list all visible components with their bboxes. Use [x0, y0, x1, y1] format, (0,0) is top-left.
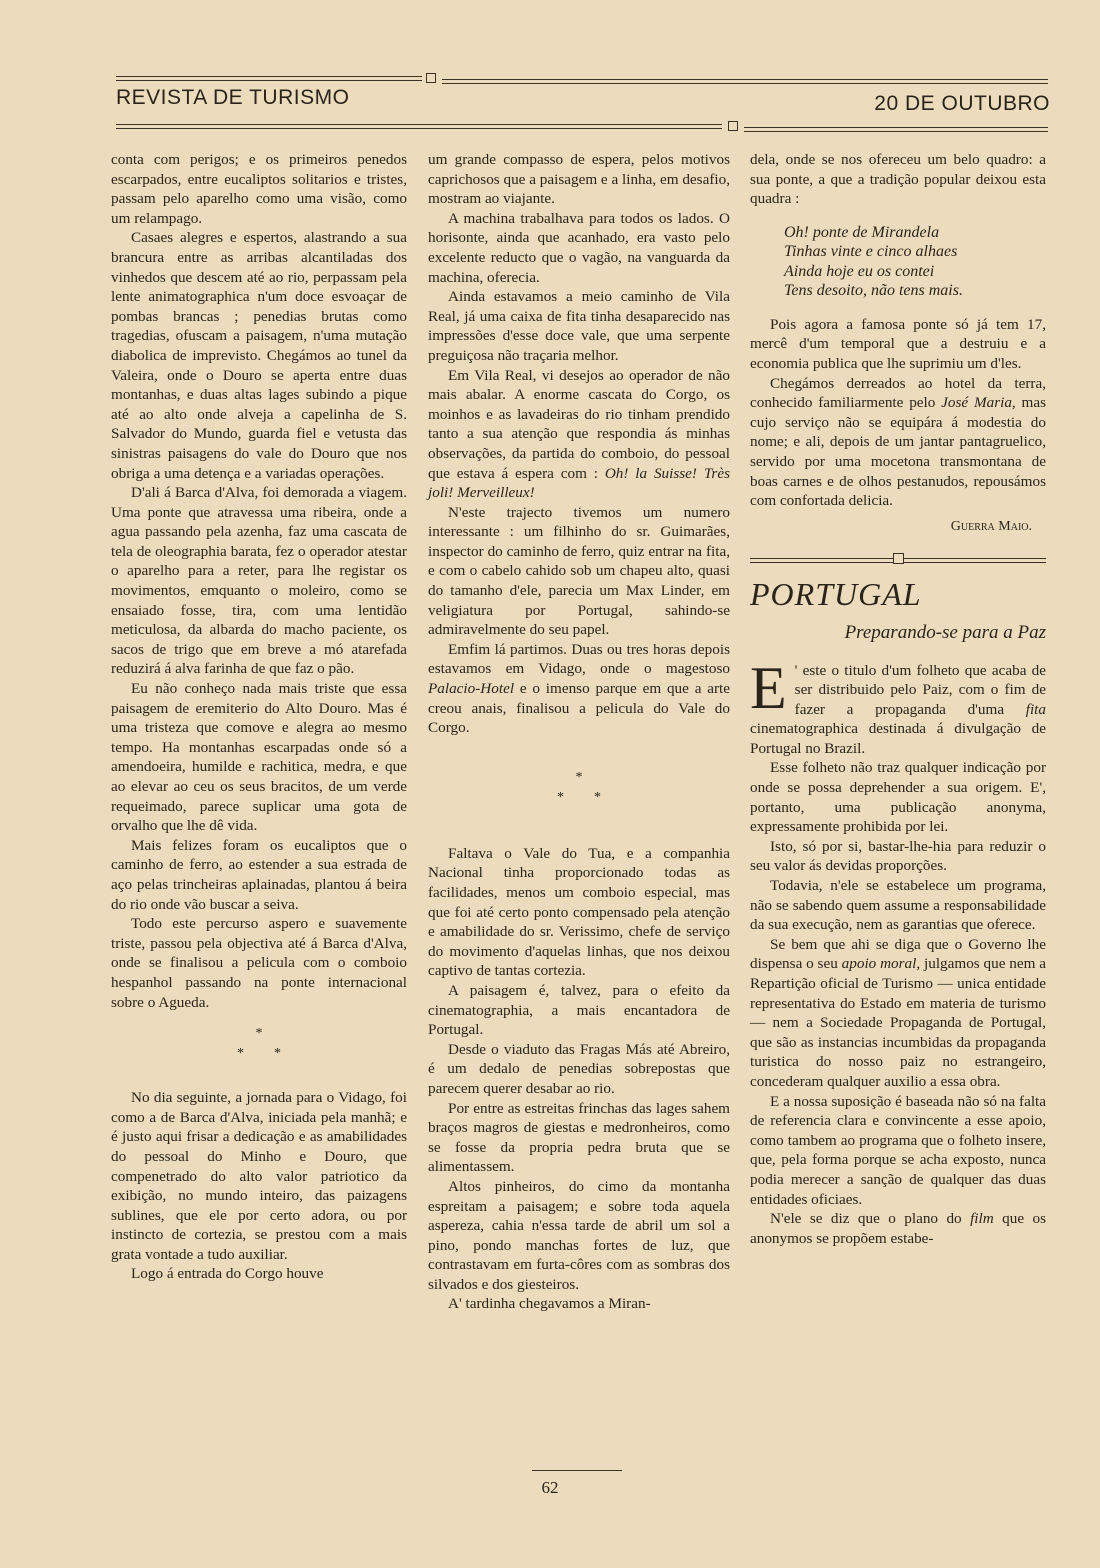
- paragraph: Eu não conheço nada mais triste que essa paisagem de eremiterio do Alto Douro. Mas é uma tristeza que comove e alegra ao mesmo tempo. Ha montanhas escarpadas onde só a amendoeira, humilde e rachitica, medra, e que ao elevar ao ceu os seus bracitos, de um verde requeimado, parece suplicar uma gota de orvalho que lhe dê vida.: [111, 680, 407, 835]
- paragraph: Mais felizes foram os eucaliptos que o caminho de ferro, ao estender a sua estrada de aço pelas trincheiras aplainadas, plantou á beira do rio onde vão buscar a seiva.: [111, 836, 407, 913]
- column-1: [111, 150, 407, 1284]
- paragraph: um grande compasso de espera, pelos motivos caprichosos que a paisagem e a linha, em desafio, mostram ao viajante.: [428, 151, 730, 208]
- paragraph: Todo este percurso aspero e suavemente triste, passou pela objectiva até á Barca d'Alva, onde se finalisou a pelicula com o comboio hespanhol passando na ponte internacional sobre o Agueda.: [111, 915, 407, 1011]
- text-run: mas cujo serviço não se equipára á modestia do nome; e ali, depois de um jantar pantagruelico, servido por uma mocetona transmontana de boas carnes e de olhos pestanudos, repousámos com confortada delicia.: [750, 394, 1046, 510]
- paragraph: No dia seguinte, a jornada para o Vidago, foi como a de Barca d'Alva, iniciada pela manhã; e é justo aqui frisar a dedicação e as amabilidades do pessoal do Minho e Douro, que compenetrado do alto valor patriotico da exibição, no mundo inteiro, das paizagens sublines, que ele por certo adora, ou por instincto de cortezia, se prestou com a mais grata vontade a tudo auxiliar.: [111, 1089, 407, 1263]
- paragraph: Isto, só por si, bastar-lhe-hia para reduzir o seu valor ás devidas proporções.: [750, 837, 1046, 875]
- section-divider: [750, 558, 1046, 563]
- page-number: 62: [541, 1478, 559, 1497]
- italic-text: fita: [1025, 700, 1046, 718]
- paragraph: A' tardinha chegavamos a Miran-: [448, 1295, 651, 1313]
- text-run: Chegámos derreados ao hotel da terra, conhecido familiarmente pelo: [750, 374, 1046, 412]
- divider-ornament: [893, 553, 904, 564]
- paragraph: dela, onde se nos ofereceu um belo quadro: a sua ponte, a que a tradição popular deixou esta quadra :: [750, 151, 1046, 208]
- issue-date: 20 DE OUTUBRO: [874, 92, 1050, 115]
- column-3: [750, 150, 1046, 1248]
- journal-title: REVISTA DE TURISMO: [116, 86, 350, 109]
- section-subtitle: Preparando-se para a Paz: [844, 621, 1046, 643]
- paragraph: Por entre as estreitas frinchas das lages sahem braços magros de giestas e medronheiros, como se fosse da propria pedra bruta que se alimentassem.: [428, 1099, 730, 1176]
- header-top-rule-left: [116, 76, 422, 81]
- paragraph: [428, 366, 730, 503]
- paragraph: Casaes alegres e espertos, alastrando a sua brancura entre as arribas alcantiladas dos vinhedos que descem até ao rio, perpassam pela lente animatographica n'um doce esvoaçar de pombas brancas ; penedias brutas como tragedias, ofuscam a paisagem, n'uma mutação diabolica de imprevisto. Chegámos ao tunel da Valeira, onde o Douro se aperta entre duas montanhas, e duas altas lages subindo a pique até ao alto onde alveja a capelinha de S. Salvador do Mundo, guarda fiel e vetusta das sinistras paisagens do vale do Douro que nos obriga a uma detença e a variadas operações.: [111, 229, 407, 482]
- poem-line: Ainda hoje eu os contei: [784, 262, 935, 280]
- paragraph: [750, 374, 1046, 511]
- paragraph: Todavia, n'ele se estabelece um programa, não se sabendo quem assume a responsabilidade da sua execução, nem as garantias que oferece.: [750, 877, 1046, 934]
- paragraph: [750, 1209, 1046, 1248]
- text-run: que os anonymos se propõem estabe-: [750, 1210, 1047, 1247]
- italic-text: film: [970, 1210, 994, 1228]
- paragraph: Altos pinheiros, do cimo da montanha espreitam a paisagem; e sobre toda aquela aspereza, cahia n'essa tarde de abril um sol a pino, pondo manchas fortes de luz, que contrastavam em furta-côres com as sombras dos silvados e dos giesteiros.: [428, 1177, 730, 1293]
- text-run: N'ele se diz que o plano do: [770, 1210, 962, 1228]
- italic-text: José Maria,: [941, 394, 1016, 412]
- paragraph: E a nossa suposição é baseada não só na falta de referencia clara e convincente a esse apoio, como tambem ao programa que o folheto insere, que, pela forma porque se acha exposto, nunca podia merecer a sanção de qualquer das duas entidades oficiaes.: [750, 1092, 1046, 1208]
- poem: [784, 223, 1046, 301]
- paragraph: Faltava o Vale do Tua, e a companhia Nacional tinha proporcionado todas as facilidades, menos um comboio especial, mas que foi até certo ponto compensado pela atenção e amabilidade do sr. Verissimo, chefe de serviço do movimento d'aquelas linhas, que nos deixou captivo de tantas cortezia.: [428, 844, 730, 980]
- text-run: julgamos que nem a Repartição oficial de Turismo — unica entidade representativa do Estado em materia de turismo — nem a Sociedade Propaganda de Portugal, que são as instancias incumbidas da propaganda turistica do nosso paiz no estrangeiro, concederam qualquer auxilio a essa obra.: [750, 955, 1047, 1090]
- page-number-rule: [532, 1470, 622, 1471]
- paragraph: [750, 654, 1046, 759]
- paragraph: Esse folheto não traz qualquer indicação por onde se possa deprehender a sua origem. E', portanto, uma publicação anonyma, expressamente prohibida por lei.: [750, 759, 1046, 836]
- italic-text: apoio moral,: [841, 955, 921, 973]
- column-2: [428, 150, 730, 1314]
- section-break-stars: * **: [557, 769, 631, 805]
- poem-line: Oh! ponte de Mirandela: [784, 223, 940, 241]
- paragraph: A machina trabalhava para todos os lados. O horisonte, ainda que acanhado, era vasto pelo excelente reducto que o vagão, na vanguarda da machina, oferecia.: [428, 209, 730, 286]
- paragraph: conta com perigos; e os primeiros penedos escarpados, entre eucaliptos solitarios e tristes, passam pelo aparelho como uma visão, como um relampago.: [111, 151, 407, 227]
- italic-text: Oh! la Suisse! Très joli! Merveilleux!: [428, 464, 730, 502]
- paragraph: Pois agora a famosa ponte só já tem 17, mercê d'um temporal que a destruiu e a economia publica que lhe suprimiu um d'les.: [750, 315, 1046, 372]
- poem-line: Tinhas vinte e cinco alhaes: [784, 243, 958, 261]
- text-run: cinematographica destinada á divulgação de Portugal no Brazil.: [750, 720, 1046, 757]
- paragraph: Logo á entrada do Corgo houve: [131, 1265, 324, 1283]
- text-run: e o imenso parque em que a arte creou anais, finalisou a pelicula do Vale do Corgo.: [428, 680, 731, 737]
- header-bottom-ornament: [728, 121, 738, 131]
- paragraph: Desde o viaduto das Fragas Más até Abreiro, é um dedalo de penedias sobrepostas que parecem querer desabar ao rio.: [428, 1040, 730, 1097]
- header-bottom-rule-right: [744, 127, 1048, 132]
- paragraph: D'ali á Barca d'Alva, foi demorada a viagem. Uma ponte que atravessa uma ribeira, onde a agua passando pela azenha, faz uma cascata de tela de oleographia barata, fez o operador atestar o aparelho para a reter, para lhe registar os movimentos, emquanto o moleiro, como se ensaiado fosse, tira, com uma lentidão meticulosa, da albarda do macho paciente, os sacos de trigo que em breve a mó atarefada reduzirá á alva farinha de que faz o pão.: [111, 484, 407, 678]
- header-top-rule-right: [442, 79, 1048, 84]
- text-run: Emfim lá partimos. Duas ou tres horas depois estavamos em Vidago, onde o magestoso: [428, 640, 730, 678]
- author-signature: Guerra Maio.: [950, 518, 1032, 534]
- section-title: PORTUGAL: [750, 576, 922, 613]
- italic-text: Palacio-Hotel: [428, 680, 515, 698]
- paragraph: A paisagem é, talvez, para o efeito da cinematographia, a mais encantadora de Portugal.: [428, 981, 730, 1039]
- paragraph: N'este trajecto tivemos um numero interessante : um filhinho do sr. Guimarães, inspector do caminho de ferro, quiz entrar na fita, e com o cabelo cahido sob um chapeu alto, quasi do tamanho d'ele, parecia um Max Linder, em veligiatura por Portugal, sahindo-se admiravelmente do seu papel.: [428, 503, 730, 639]
- header-top-ornament: [426, 73, 436, 83]
- text-run: ' este o titulo d'um folheto que acaba de ser distribuido pelo Paiz, com o fim de fazer a propaganda d'uma: [794, 661, 1046, 718]
- text-run: Se bem que ahi se diga que o Governo lhe dispensa o seu: [750, 935, 1046, 973]
- text-run: Em Vila Real, vi desejos ao operador de não mais abalar. A enorme cascata do Corgo, os moinhos e as lavadeiras do rio tinham prendido tanto a sua atenção que respondia ás minhas observações, da partida do comboio, do pessoal que estava á espera com :: [428, 366, 730, 482]
- paragraph: [428, 640, 730, 738]
- poem-line: Tens desoito, não tens mais.: [784, 282, 963, 300]
- header-bottom-rule-left: [116, 124, 722, 129]
- section-break-stars: * **: [237, 1026, 311, 1062]
- drop-cap: E: [750, 654, 787, 721]
- paragraph: [750, 935, 1046, 1092]
- paragraph: Ainda estavamos a meio caminho de Vila Real, já uma caixa de fita tinha desaparecido nas impressões d'esse doce vale, que uma serpente preguiçosa não traçaria melhor.: [428, 288, 730, 364]
